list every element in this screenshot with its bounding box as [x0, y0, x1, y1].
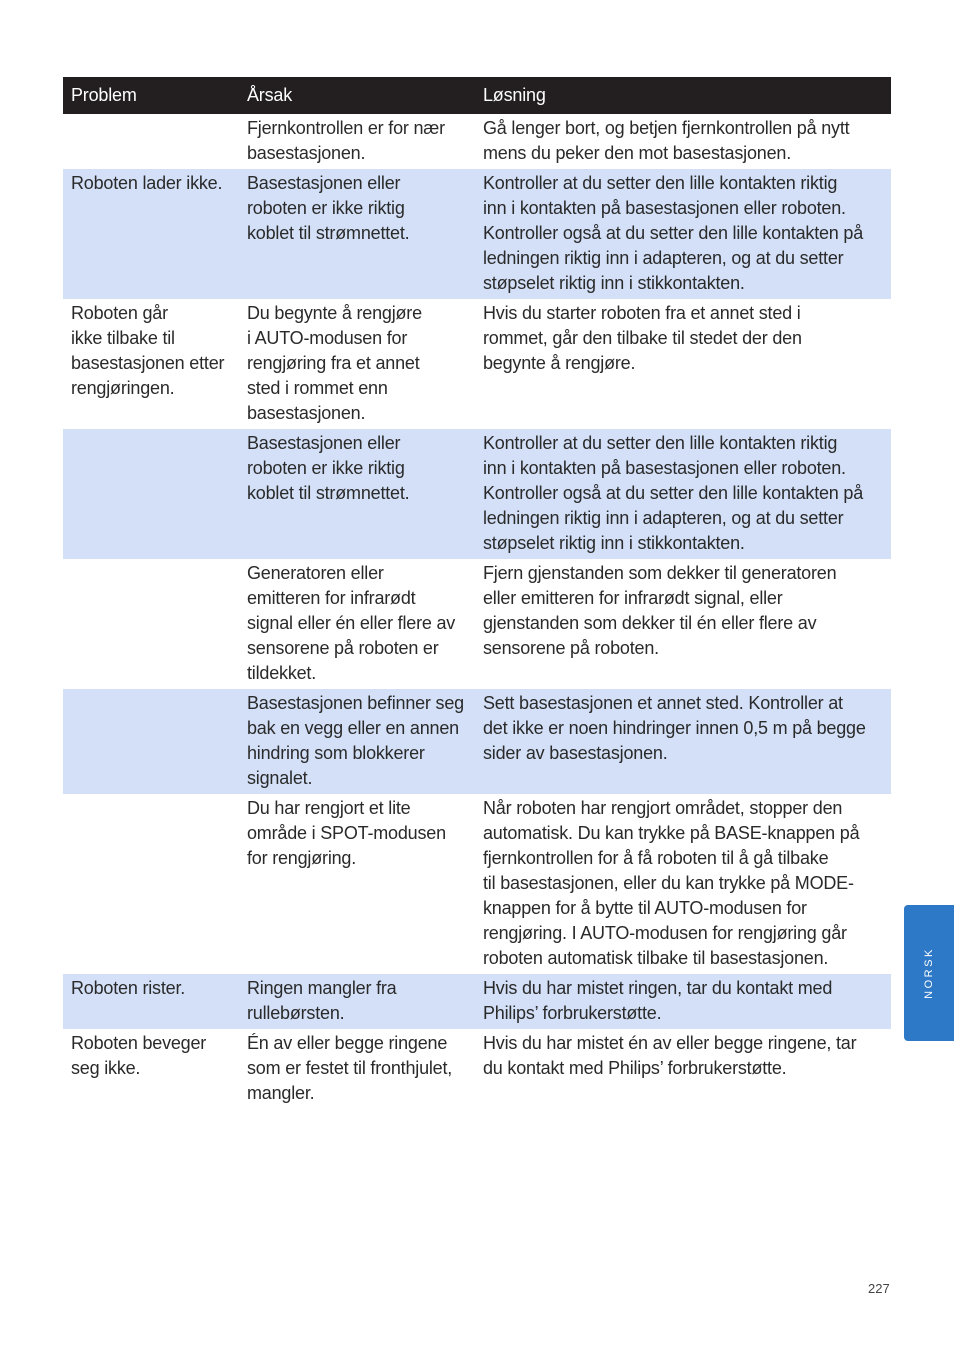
page-number: 227: [868, 1281, 890, 1296]
language-tab-label: NORSK: [923, 947, 935, 999]
solution-cell: Hvis du har mistet én av eller begge ringene, tar du kontakt med Philips’ forbrukerstøtte.: [483, 1033, 857, 1078]
cause-cell: Basestasjonen eller roboten er ikke riktig koblet til strømnettet.: [247, 173, 410, 243]
solution-cell: Kontroller at du setter den lille kontakten riktig inn i kontakten på basestasjonen eller roboten. Kontroller også at du setter den lille kontakten på ledningen riktig inn i adapteren, og at du setter støpselet riktig inn i stikkontakten.: [483, 433, 864, 553]
table-row: [63, 299, 891, 429]
cause-cell: Du har rengjort et lite område i SPOT-modusen for rengjøring.: [247, 798, 446, 868]
problem-cell: [63, 431, 239, 559]
problem-cell: [63, 116, 239, 169]
solution-cell: Gå lenger bort, og betjen fjernkontrollen på nytt mens du peker den mot basestasjonen.: [483, 118, 850, 163]
header-solution: Løsning: [483, 85, 546, 105]
cause-cell: Én av eller begge ringene som er festet til fronthjulet, mangler.: [247, 1033, 453, 1103]
language-side-tab: [904, 905, 954, 1041]
solution-cell: Fjern gjenstanden som dekker til generatoren eller emitteren for infrarødt signal, eller gjenstanden som dekker til én eller flere av sensorene på roboten.: [483, 563, 837, 658]
table-row: [63, 429, 891, 559]
table-row: [63, 974, 891, 1029]
table-row: [63, 794, 891, 974]
problem-cell: Roboten går ikke tilbake til basestasjonen etter rengjøringen.: [71, 303, 225, 398]
problem-cell: Roboten beveger seg ikke.: [71, 1033, 207, 1078]
problem-cell: [63, 561, 239, 689]
cause-cell: Ringen mangler fra rullebørsten.: [247, 978, 397, 1023]
header-cause: Årsak: [247, 85, 293, 105]
header-problem: Problem: [71, 85, 137, 105]
solution-cell: Hvis du har mistet ringen, tar du kontakt med Philips’ forbrukerstøtte.: [483, 978, 833, 1023]
solution-cell: Når roboten har rengjort området, stopper den automatisk. Du kan trykke på BASE-knappen på fjernkontrollen for å få roboten til å gå tilbake til basestasjonen, eller du kan trykke på MODE- knappen for å bytte til AUTO-modusen for rengjøring. I AUTO-modusen for rengjøring går roboten automatisk tilbake til basestasjonen.: [483, 798, 860, 968]
cause-cell: Basestasjonen befinner seg bak en vegg eller en annen hindring som blokkerer signalet.: [247, 693, 464, 788]
table-row: [63, 559, 891, 689]
solution-cell: Kontroller at du setter den lille kontakten riktig inn i kontakten på basestasjonen eller roboten. Kontroller også at du setter den lille kontakten på ledningen riktig inn i adapteren, og at du setter støpselet riktig inn i stikkontakten.: [483, 173, 864, 293]
problem-cell: [63, 691, 239, 794]
cause-cell: Basestasjonen eller roboten er ikke riktig koblet til strømnettet.: [247, 433, 410, 503]
cause-cell: Generatoren eller emitteren for infrarødt signal eller én eller flere av sensorene på roboten er tildekket.: [247, 563, 456, 683]
troubleshooting-table: [63, 77, 891, 1109]
problem-cell: Roboten lader ikke.: [71, 173, 223, 193]
cause-cell: Du begynte å rengjøre i AUTO-modusen for rengjøring fra et annet sted i rommet enn basestasjonen.: [247, 303, 422, 423]
table-row: [63, 114, 891, 169]
solution-cell: Hvis du starter roboten fra et annet sted i rommet, går den tilbake til stedet der den begynte å rengjøre.: [483, 303, 802, 373]
table-row: [63, 1029, 891, 1109]
problem-cell: [63, 796, 239, 974]
solution-cell: Sett basestasjonen et annet sted. Kontroller at det ikke er noen hindringer innen 0,5 m på begge sider av basestasjonen.: [483, 693, 866, 763]
table-header: [63, 77, 891, 114]
table-row: [63, 689, 891, 794]
table-row: [63, 169, 891, 299]
problem-cell: Roboten rister.: [71, 978, 186, 998]
cause-cell: Fjernkontrollen er for nær basestasjonen.: [247, 118, 445, 163]
